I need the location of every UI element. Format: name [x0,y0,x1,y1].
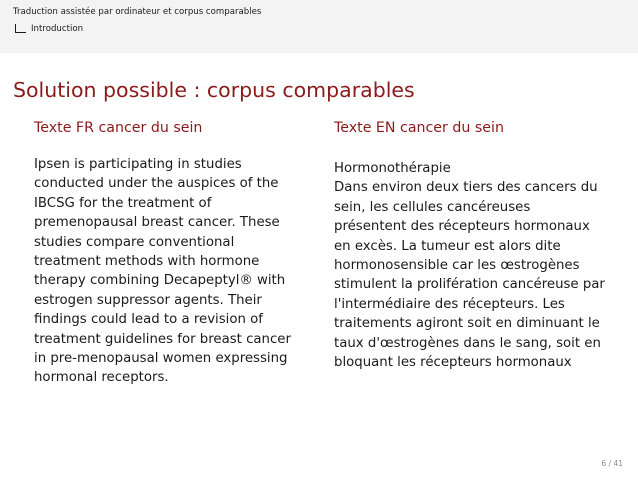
slide-header [0,0,638,53]
frame-title: Solution possible : corpus comparables [13,78,415,102]
section-label: Introduction [31,24,84,34]
right-column-subtitle: Hormonothérapie [334,161,451,176]
presentation-title: Traduction assistée par ordinateur et corpus comparables [13,7,262,17]
left-column [34,120,306,388]
right-column-heading: Texte EN cancer du sein [334,120,504,136]
tree-branch-icon [15,24,26,33]
right-column-body: Dans environ deux tiers des cancers du sein, les cellules cancéreuses présentent des récepteurs hormonaux en excès. La tumeur est alors dite hormonosensible car les œstrogènes stimulent la prolifération cancéreuse par l'intermédiaire des récepteurs. Les traitements agiront soit en diminuant le taux d'œstrogènes dans le sang, soit en bloquant les récepteurs hormonaux [334,180,605,371]
right-column [334,120,606,372]
page-number: 6 / 41 [601,459,623,468]
left-column-heading: Texte FR cancer du sein [34,120,203,136]
left-column-body: Ipsen is participating in studies conducted under the auspices of the IBCSG for the treatment of premenopausal breast cancer. These studies compare conventional treatment methods with hormone therapy combining Decapeptyl® with estrogen suppressor agents. Their findings could lead to a revision of treatment guidelines for breast cancer in pre-menopausal women expressing hormonal receptors. [34,157,291,386]
